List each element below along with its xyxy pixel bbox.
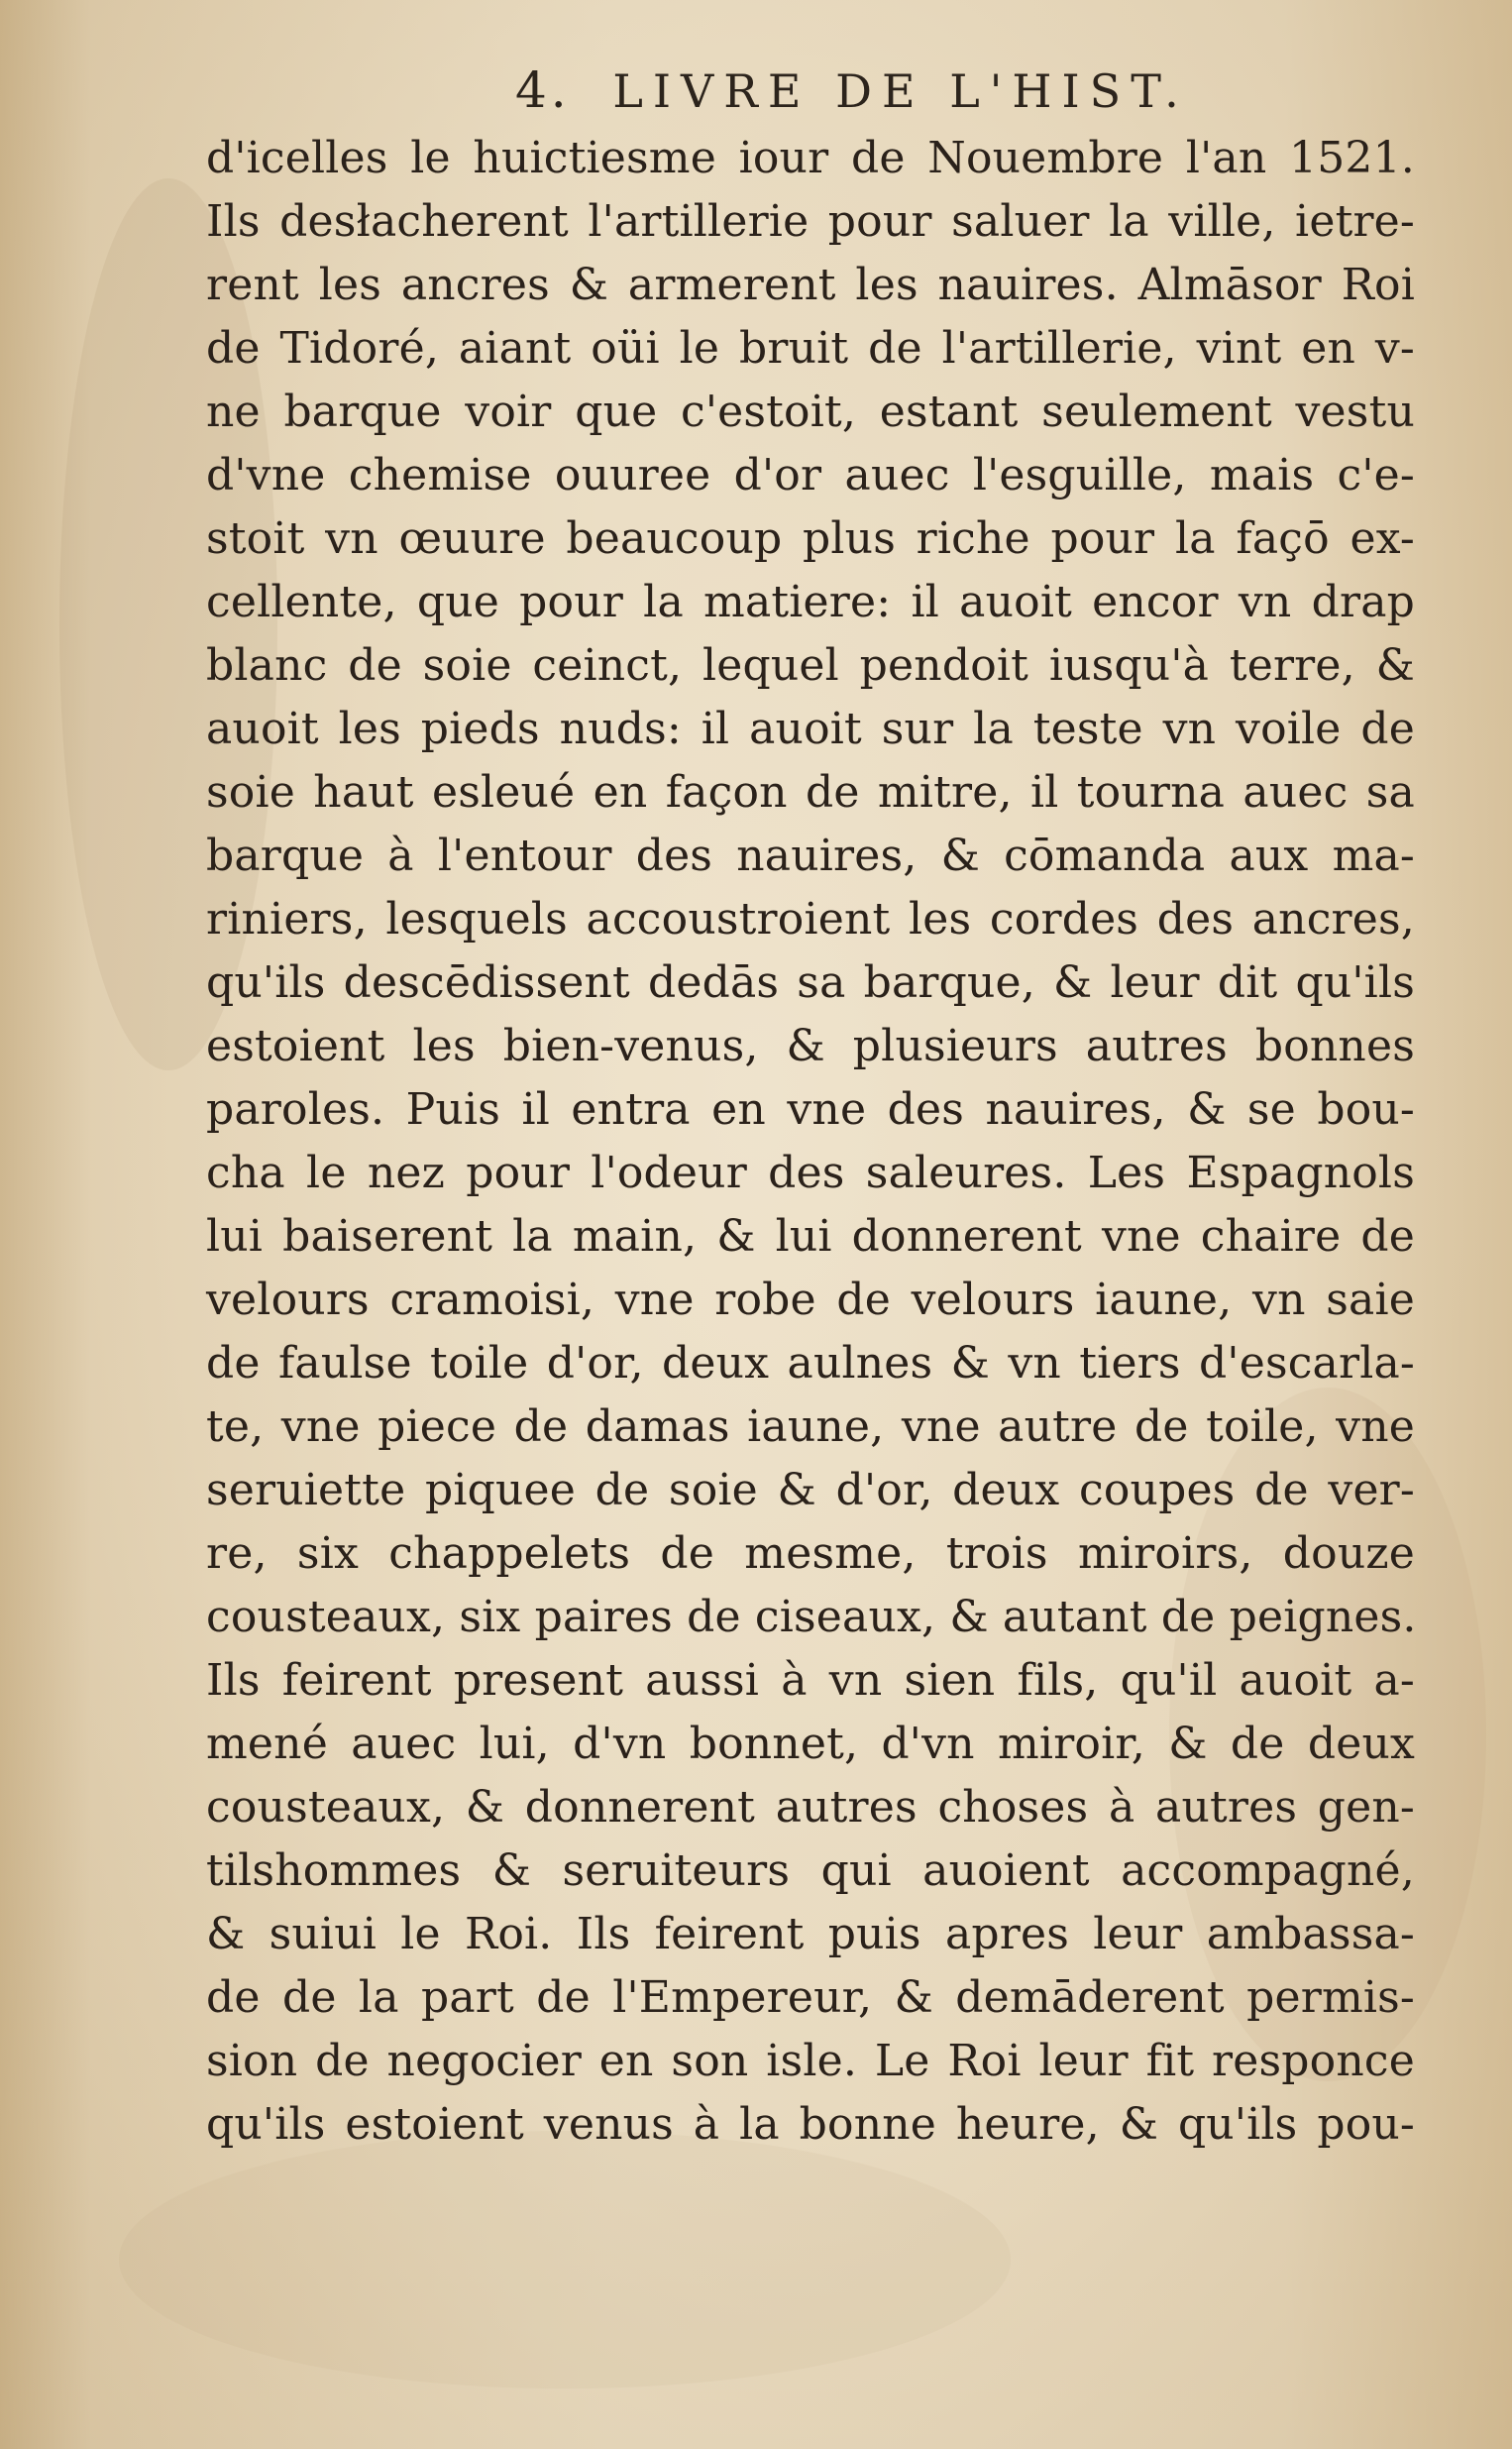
text-line: d'vne chemise ouuree d'or auec l'esguille, mais c'e- [206, 450, 1415, 501]
text-line: auoit les pieds nuds: il auoit sur la teste vn voile de [206, 704, 1415, 754]
text-line: barque à l'entour des nauires, & cōmanda aux ma- [206, 831, 1415, 881]
text-line: tilshommes & seruiteurs qui auoient accompagné, [206, 1845, 1415, 1896]
text-line: lui baiserent la main, & lui donnerent vne chaire de [206, 1211, 1415, 1262]
text-line: cha le nez pour l'odeur des saleures. Les Espagnols [206, 1148, 1415, 1198]
text-line: seruiette piquee de soie & d'or, deux coupes de ver- [206, 1465, 1415, 1515]
text-line: soie haut esleué en façon de mitre, il tourna auec sa [206, 767, 1415, 818]
text-line: cellente, que pour la matiere: il auoit encor vn drap [206, 577, 1415, 627]
text-line: d'icelles le huictiesme iour de Nouembre l'an 1521. [206, 133, 1415, 183]
text-line: & suiui le Roi. Ils feirent puis apres leur ambassa- [206, 1909, 1415, 1959]
text-line: velours cramoisi, vne robe de velours iaune, vn saie [206, 1275, 1415, 1325]
text-line: cousteaux, & donnerent autres choses à autres gen- [206, 1782, 1415, 1833]
text-line: qu'ils estoient venus à la bonne heure, & qu'ils pou- [206, 2099, 1415, 2150]
running-head [515, 61, 1209, 121]
text-line: de faulse toile d'or, deux aulnes & vn tiers d'escarla- [206, 1338, 1415, 1389]
text-line: de Tidoré, aiant oüi le bruit de l'artillerie, vint en v- [206, 323, 1415, 374]
body-text [206, 127, 1415, 2188]
page-number: 4. [515, 61, 571, 119]
text-line: qu'ils descēdissent dedās sa barque, & leur dit qu'ils [206, 957, 1415, 1008]
text-line: blanc de soie ceinct, lequel pendoit iusqu'à terre, & [206, 640, 1415, 691]
text-line: Ils feirent present aussi à vn sien fils, qu'il auoit a- [206, 1655, 1415, 1706]
text-line: te, vne piece de damas iaune, vne autre de toile, vne [206, 1401, 1415, 1452]
text-line: Ils desłacherent l'artillerie pour saluer la ville, ietre- [206, 196, 1415, 247]
text-line: sion de negocier en son isle. Le Roi leur fit responce [206, 2036, 1415, 2086]
text-line: mené auec lui, d'vn bonnet, d'vn miroir, & de deux [206, 1719, 1415, 1769]
text-line: riniers, lesquels accoustroient les cordes des ancres, [206, 894, 1415, 945]
text-line: cousteaux, six paires de ciseaux, & autant de peignes. [206, 1592, 1417, 1642]
text-line: de de la part de l'Empereur, & demāderent permis- [206, 1972, 1415, 2023]
text-line: stoit vn œuure beaucoup plus riche pour la façō ex- [206, 513, 1415, 564]
text-line: estoient les bien-venus, & plusieurs autres bonnes [206, 1021, 1415, 1071]
text-line: re, six chappelets de mesme, trois miroirs, douze [206, 1528, 1415, 1579]
text-line: ne barque voir que c'estoit, estant seulement vestu [206, 387, 1415, 437]
text-line: rent les ancres & armerent les nauires. Almāsor Roi [206, 260, 1415, 310]
running-title: LIVRE DE L'HIST. [612, 64, 1189, 118]
text-line: paroles. Puis il entra en vne des nauires, & se bou- [206, 1084, 1415, 1135]
